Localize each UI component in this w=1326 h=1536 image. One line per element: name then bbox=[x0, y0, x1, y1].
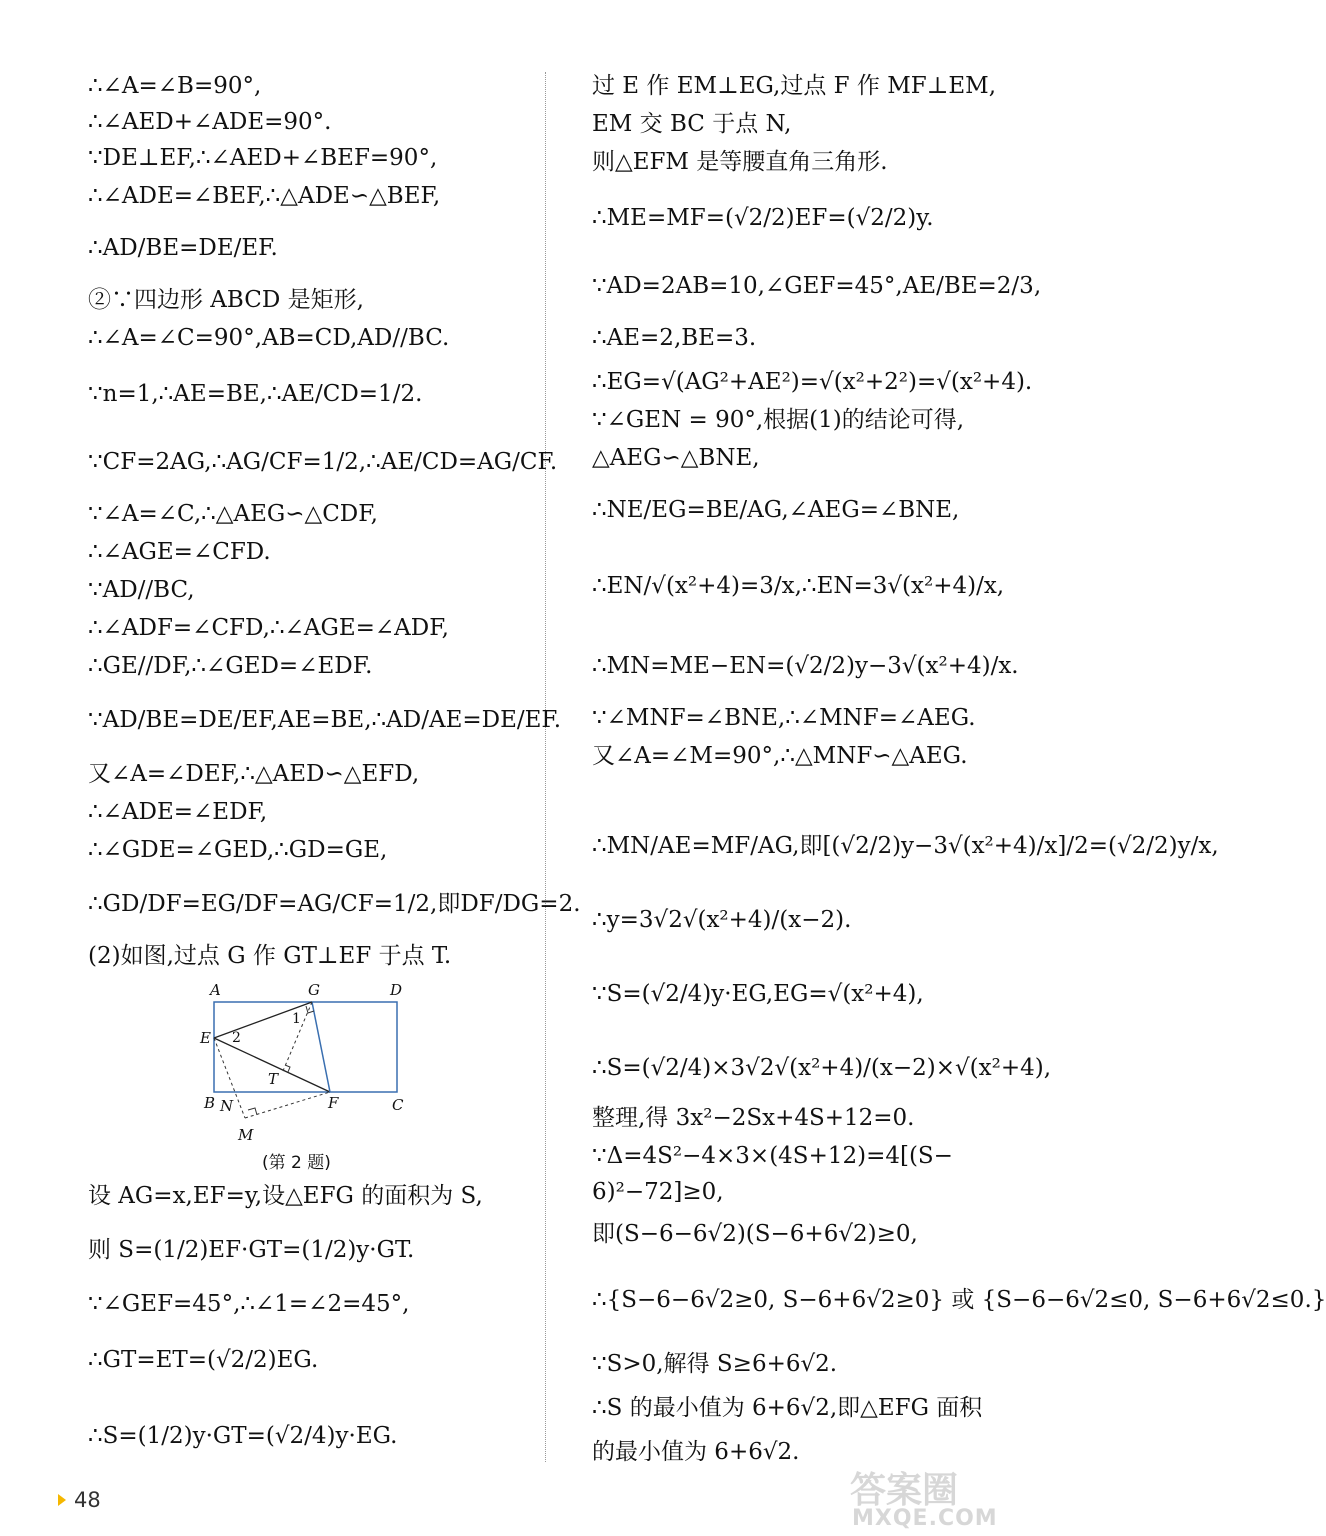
text-line: ∵AD//BC, bbox=[88, 577, 195, 603]
text-line: ∴MN/AE=MF/AG,即[(√2/2)y−3√(x²+4)/x]/2=(√2/2)y/x, bbox=[592, 833, 1219, 859]
page-number: 48 bbox=[74, 1488, 101, 1512]
text-line: ∴∠A=∠B=90°, bbox=[88, 73, 262, 99]
text-line: 即(S−6−6√2)(S−6+6√2)≥0, bbox=[592, 1221, 918, 1247]
text-line: 则 S=(1/2)EF·GT=(1/2)y·GT. bbox=[88, 1237, 415, 1263]
label-n: N bbox=[220, 1097, 234, 1115]
text-line: ∴EN/√(x²+4)=3/x,∴EN=3√(x²+4)/x, bbox=[592, 573, 1005, 599]
text-line: ∵∠GEN = 90°,根据(1)的结论可得, bbox=[592, 407, 965, 433]
text-line: ∴∠AED+∠ADE=90°. bbox=[88, 109, 332, 135]
watermark-url: MXQE.COM bbox=[852, 1506, 998, 1531]
text-line: ∴S=(√2/4)×3√2√(x²+4)/(x−2)×√(x²+4), bbox=[592, 1055, 1052, 1081]
text-line: ∴S=(1/2)y·GT=(√2/4)y·EG. bbox=[88, 1423, 398, 1449]
text-line: ∵∠A=∠C,∴△AEG∽△CDF, bbox=[88, 501, 378, 527]
text-line: ∴∠ADE=∠EDF, bbox=[88, 799, 268, 825]
text-line: ②∵四边形 ABCD 是矩形, bbox=[88, 287, 364, 313]
text-line: ∴∠GDE=∠GED,∴GD=GE, bbox=[88, 837, 388, 863]
label-d: D bbox=[390, 981, 403, 999]
text-line: (2)如图,过点 G 作 GT⊥EF 于点 T. bbox=[88, 943, 452, 969]
label-t: T bbox=[268, 1070, 279, 1088]
text-line: ∴NE/EG=BE/AG,∠AEG=∠BNE, bbox=[592, 497, 960, 523]
text-line: ∵AD=2AB=10,∠GEF=45°,AE/BE=2/3, bbox=[592, 273, 1042, 299]
label-e: E bbox=[200, 1029, 211, 1047]
text-line: 又∠A=∠DEF,∴△AED∽△EFD, bbox=[88, 761, 420, 787]
text-line: ∵S>0,解得 S≥6+6√2. bbox=[592, 1351, 838, 1377]
text-line: 设 AG=x,EF=y,设△EFG 的面积为 S, bbox=[88, 1183, 483, 1209]
page-marker-icon bbox=[58, 1494, 66, 1506]
figure-caption: (第 2 题) bbox=[262, 1153, 331, 1173]
text-line: ∴y=3√2√(x²+4)/(x−2). bbox=[592, 907, 852, 933]
text-line: ∴GE//DF,∴∠GED=∠EDF. bbox=[88, 653, 373, 679]
text-line: ∴∠ADF=∠CFD,∴∠AGE=∠ADF, bbox=[88, 615, 449, 641]
column-divider bbox=[545, 72, 546, 1462]
label-f: F bbox=[328, 1094, 339, 1112]
label-a: A bbox=[210, 981, 221, 999]
right-angle-m bbox=[248, 1108, 257, 1115]
text-line: ∵n=1,∴AE=BE,∴AE/CD=1/2. bbox=[88, 381, 423, 407]
label-c: C bbox=[392, 1096, 404, 1114]
text-line: ∴ME=MF=(√2/2)EF=(√2/2)y. bbox=[592, 205, 934, 231]
text-line: ∴S 的最小值为 6+6√2,即△EFG 面积 bbox=[592, 1395, 983, 1421]
label-g: G bbox=[308, 981, 320, 999]
label-b: B bbox=[204, 1094, 216, 1112]
text-line: ∴AD/BE=DE/EF. bbox=[88, 235, 278, 261]
text-line: ∴GD/DF=EG/DF=AG/CF=1/2,即DF/DG=2. bbox=[88, 891, 581, 917]
rectangle-abcd bbox=[214, 1002, 397, 1092]
text-line: 的最小值为 6+6√2. bbox=[592, 1439, 800, 1465]
text-line: ∵DE⊥EF,∴∠AED+∠BEF=90°, bbox=[88, 145, 438, 171]
label-angle-1: 1 bbox=[292, 1011, 301, 1027]
text-line: △AEG∽△BNE, bbox=[592, 445, 760, 471]
figure-svg bbox=[200, 978, 420, 1148]
geometry-figure bbox=[200, 978, 420, 1148]
text-line: 又∠A=∠M=90°,∴△MNF∽△AEG. bbox=[592, 743, 968, 769]
text-line: ∵Δ=4S²−4×3×(4S+12)=4[(S− bbox=[592, 1143, 953, 1169]
label-m: M bbox=[238, 1126, 254, 1144]
text-line: 整理,得 3x²−2Sx+4S+12=0. bbox=[592, 1105, 915, 1131]
segment-mf bbox=[245, 1092, 330, 1118]
text-line: ∴GT=ET=(√2/2)EG. bbox=[88, 1347, 319, 1373]
text-line: ∴∠AGE=∠CFD. bbox=[88, 539, 271, 565]
text-line: ∵CF=2AG,∴AG/CF=1/2,∴AE/CD=AG/CF. bbox=[88, 449, 558, 475]
text-line: ∵∠GEF=45°,∴∠1=∠2=45°, bbox=[88, 1291, 410, 1317]
text-line: EM 交 BC 于点 N, bbox=[592, 111, 792, 137]
text-line: ∴AE=2,BE=3. bbox=[592, 325, 757, 351]
watermark-logo: 答案圈 bbox=[850, 1470, 959, 1511]
text-line: ∴{S−6−6√2≥0, S−6+6√2≥0} 或 {S−6−6√2≤0, S−6+6√2≤0.} bbox=[592, 1287, 1326, 1313]
text-line: ∴∠ADE=∠BEF,∴△ADE∽△BEF, bbox=[88, 183, 441, 209]
text-line: ∴∠A=∠C=90°,AB=CD,AD//BC. bbox=[88, 325, 450, 351]
text-line: 过 E 作 EM⊥EG,过点 F 作 MF⊥EM, bbox=[592, 73, 997, 99]
text-line: ∴MN=ME−EN=(√2/2)y−3√(x²+4)/x. bbox=[592, 653, 1019, 679]
text-line: ∵AD/BE=DE/EF,AE=BE,∴AD/AE=DE/EF. bbox=[88, 707, 562, 733]
text-line: 则△EFM 是等腰直角三角形. bbox=[592, 149, 888, 175]
segment-gf bbox=[312, 1002, 330, 1092]
text-line: ∵∠MNF=∠BNE,∴∠MNF=∠AEG. bbox=[592, 705, 976, 731]
text-line: ∵S=(√2/4)y·EG,EG=√(x²+4), bbox=[592, 981, 924, 1007]
text-line: ∴EG=√(AG²+AE²)=√(x²+2²)=√(x²+4). bbox=[592, 369, 1033, 395]
label-angle-2: 2 bbox=[232, 1030, 241, 1046]
text-line: 6)²−72]≥0, bbox=[592, 1179, 724, 1205]
